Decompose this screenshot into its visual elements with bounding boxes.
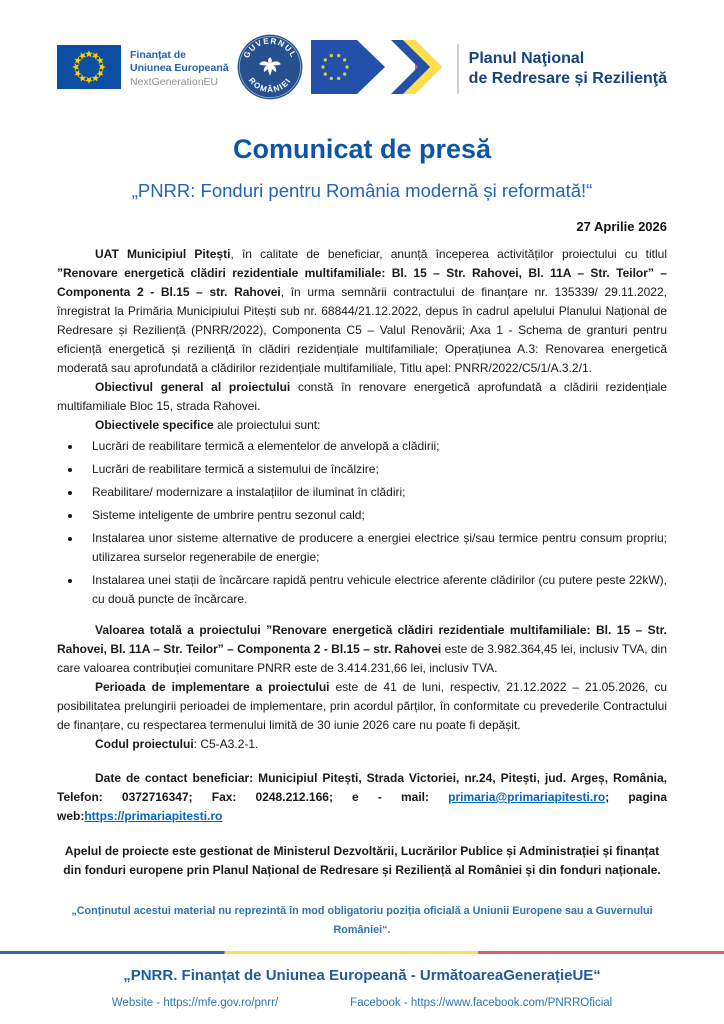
objective-text: Sisteme inteligente de umbrire pentru sezonul cald; (92, 508, 365, 522)
paragraph-implementation-period (57, 678, 667, 735)
footer-website-text: Website - https://mfe.gov.ro/pnrr/ (111, 997, 279, 1009)
text-run: : C5-A3.2-1. (193, 737, 259, 751)
romanian-government-seal-icon (234, 31, 306, 108)
press-release-date: 27 Aprilie 2026 (576, 219, 667, 234)
text-run: ale proiectului sunt: (213, 418, 321, 432)
list-item (82, 437, 667, 456)
eu-flag-icon (57, 45, 121, 94)
project-title: ”Renovare energetică clădiri rezidentiale multifamiliale: Bl. 15 – Str. Rahovei, Bl. 11A – Str. Teilor” – Componenta 2 - Bl.15 – str. Rahovei (57, 266, 667, 299)
pnrr-logo-text (469, 49, 667, 88)
eu-funding-logo (57, 45, 229, 94)
eu-funding-line3: NextGenerationEU (130, 75, 219, 88)
contact-web-label: ; pagina web: (57, 790, 667, 823)
email-link[interactable]: primaria@primariapitesti.ro (448, 790, 606, 804)
list-item (82, 571, 667, 609)
objective-text: Lucrări de reabilitare termică a elementelor de anvelopă a clădirii; (92, 439, 440, 453)
label-implementation-period: Perioada de implementare a proiectului (95, 680, 330, 694)
contact-details: Date de contact beneficiar: Municipiul Pitești, Strada Victoriei, nr.24, Pitești, jud. Argeș, România, Telefon: 0372716347; Fax: 0248.212.166; e - mail: (57, 771, 667, 804)
pnrr-logo-line2: de Redresare și Rezilienţă (468, 70, 667, 87)
list-item (82, 506, 667, 525)
pnrr-logo-divider (457, 44, 459, 94)
beneficiary-name: UAT Municipiul Pitești (95, 247, 231, 261)
press-release-body (57, 245, 667, 940)
objective-text: Instalarea unor sisteme alternative de producere a energiei electrice și/sau termice pentru consum propriu; utilizarea surselor regenerabile de energie; (92, 531, 667, 564)
paragraph-specific-objectives (57, 416, 667, 435)
objective-text: Reabilitare/ modernizare a instalațiilor de iluminat în clădiri; (92, 485, 406, 499)
list-item (82, 460, 667, 479)
text-run: , în urma semnării contractului de finanțare nr. 135339/ 29.11.2022, înregistrat la Primăria Municipiului Pitești sub nr. 68844/21.12.2022, depus în cadrul apelului Planului Național de Redresare și Reziliență (PNRR/2022), Componenta C5 – Valul Renovării; Axa 1 - Schema de granturi pentru eficiență energetică și reziliență în clădiri rezidențiale multifamiliale; Operațiunea A.3: Renovarea energetică moderată sau aprofundată a clădirilor rezidențiale multifamiliale, Titlu apel: PNRR/2022/C5/1/A.3.2/1. (57, 285, 667, 375)
footer-facebook-text: Facebook - https://www.facebook.com/PNRROficial (350, 997, 613, 1009)
page-footer (0, 954, 724, 1009)
text-run: , în calitate de beneficiar, anunță începerea activităților proiectului cu titlul (230, 247, 667, 261)
footer-links (0, 997, 724, 1009)
text-run: este de 41 de luni, respectiv, 21.12.2022 – 21.05.2026, cu posibilitatea prelungirii perioadei de implementare, prin acordul părților, în conformitate cu prevederile Contractului de finanțare, cu respectarea termenului limită de 30 iunie 2026 care nu poate fi depășit. (57, 680, 667, 732)
eu-funding-line2: Uniunea Europeană (130, 62, 229, 75)
list-item (82, 529, 667, 567)
eu-funding-text (130, 49, 229, 90)
seal-text-top: GUVERNUL (241, 35, 298, 60)
paragraph-general-objective (57, 378, 667, 416)
header-logos (57, 34, 667, 104)
objective-text: Instalarea unei stații de încărcare rapidă pentru vehicule electrice aferente clădirilor (cu putere peste 22kW), cu două puncte de încărcare. (92, 573, 667, 606)
page-subtitle: „PNRR: Fonduri pentru România modernă și reformată!“ (131, 180, 593, 201)
pnrr-slogan: „PNRR. Finanțat de Uniunea Europeană - UrmătoareaGenerațieUE“ (123, 967, 601, 984)
seal-text-bottom: ROMÂNIEI (246, 75, 293, 94)
paragraph-project-code (57, 735, 667, 754)
disclaimer-text: „Conținutul acestui material nu reprezintă în mod obligatoriu poziția oficială a Uniunii Europene sau a Guvernului României“. (71, 905, 653, 936)
page-title: Comunicat de presă (232, 134, 492, 164)
text-run: constă în renovare energetică aprofundată a clădirii rezidențiale multifamiliale Bloc 15, strada Rahovei. (57, 380, 667, 413)
pnrr-flag-arrows-icon (311, 36, 447, 103)
objective-text: Lucrări de reabilitare termică a sistemului de încălzire; (92, 462, 379, 476)
label-total-value: Valoarea totală a proiectului ”Renovare energetică clădiri rezidentiale multifamiliale: Bl. 15 – Str. Rahovei, Bl. 11A – Str. Teilor” – Componenta 2 - Bl.15 – str. Rahovei (57, 623, 667, 656)
text-run: este de 3.982.364,45 lei, inclusiv TVA, din care valoarea contribuției comunitare PNRR este de 3.414.231,66 lei, inclusiv TVA. (57, 642, 667, 675)
pnrr-logo (311, 36, 667, 103)
paragraph-contact (57, 769, 667, 826)
list-item (82, 483, 667, 502)
pnrr-logo-line1: Planul Naţional (468, 50, 585, 68)
label-project-code: Codul proiectului (95, 737, 194, 751)
label-general-objective: Obiectivul general al proiectului (95, 380, 291, 394)
label-specific-objectives: Obiectivele specifice (95, 418, 214, 432)
eu-funding-line1: Finanțat de (130, 48, 187, 61)
website-link[interactable]: https://primariapitesti.ro (84, 809, 223, 823)
objectives-list (62, 437, 667, 609)
paragraph-total-value (57, 621, 667, 678)
paragraph-announcement (57, 245, 667, 378)
paragraph-managing-authority: Apelul de proiecte este gestionat de Ministerul Dezvoltării, Lucrărilor Publice și Administrației și finanțat din fonduri europene prin Planul Național de Redresare și Reziliență al României și din fonduri naționale. (63, 844, 661, 877)
